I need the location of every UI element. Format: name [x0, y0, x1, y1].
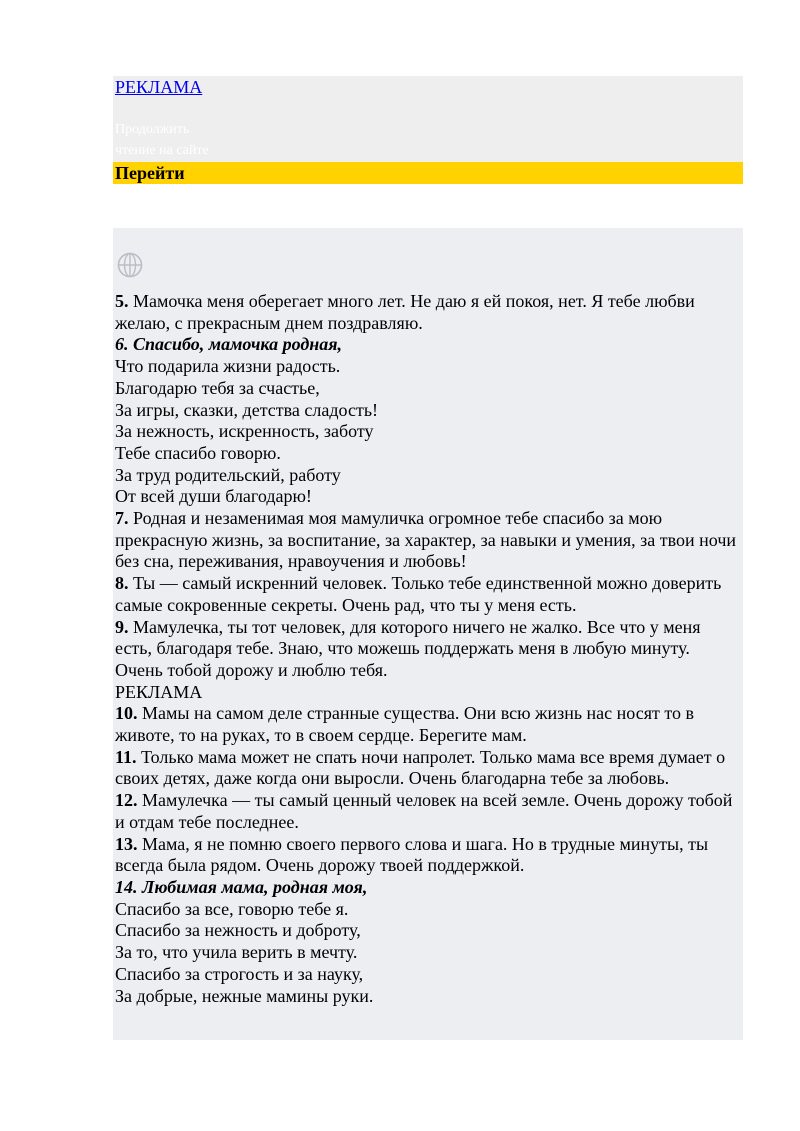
go-button[interactable]: Перейти	[113, 162, 743, 184]
poem-line: Спасибо за все, говорю тебе я.	[115, 898, 349, 919]
poem-line: За добрые, нежные мамины руки.	[115, 985, 374, 1006]
poem-line: От всей души благодарю!	[115, 486, 312, 507]
poem-line: За то, что учила верить в мечту.	[115, 942, 358, 963]
poem-line: Тебе спасибо говорю.	[115, 442, 281, 463]
item-text: Мамочка меня оберегает много лет. Не даю я ей покоя, нет. Я тебе любви желаю, с прекрасным днем поздравляю.	[115, 291, 695, 333]
inline-ad-label: РЕКЛАМА	[115, 681, 203, 702]
item-number: 9.	[115, 616, 129, 637]
item-text: Мамулечка, ты тот человек, для которого ничего не жалко. Все что у меня есть, благодаря тебе. Знаю, что можешь поддержать меня в любую минуту. Очень тобой дорожу и люблю тебя.	[115, 616, 701, 680]
ad-link[interactable]: РЕКЛАМА	[115, 77, 203, 97]
item-number: 10.	[115, 703, 138, 724]
numbered-paragraph	[115, 291, 741, 334]
poem-line: Спасибо за нежность и доброту,	[115, 920, 361, 941]
poem-line: Что подарила жизни радость.	[115, 356, 341, 377]
numbered-paragraph	[115, 573, 741, 616]
item-text: Мама, я не помню своего первого слова и шага. Но в трудные минуты, ты всегда была рядом. Очень дорожу твоей поддержкой.	[115, 833, 709, 876]
ad-block	[113, 76, 743, 184]
numbered-paragraph	[115, 834, 741, 877]
poem-heading	[115, 877, 741, 899]
ad-ghost-text-2: чтение на сайте	[115, 143, 209, 158]
poem-heading	[115, 334, 741, 356]
poem-heading-text: 6. Спасибо, мамочка родная,	[115, 334, 343, 355]
article-content	[113, 228, 743, 1040]
ad-ghost-text-1: Продолжить	[115, 122, 190, 137]
poem-heading-text: 14. Любимая мама, родная моя,	[115, 876, 368, 897]
item-number: 12.	[115, 790, 138, 811]
item-text: Только мама может не спать ночи напролет. Только мама все время думает о своих детях, даже когда они выросли. Очень благодарна тебе за любовь.	[115, 746, 726, 789]
poem-line: За игры, сказки, детства сладость!	[115, 399, 379, 420]
item-number: 7.	[115, 508, 129, 529]
item-text: Мамы на самом деле странные существа. Они всю жизнь нас носят то в животе, то на руках, то в своем сердце. Берегите мам.	[115, 703, 694, 746]
poem-line: За нежность, искренность, заботу	[115, 421, 374, 442]
numbered-paragraph	[115, 747, 741, 790]
item-number: 13.	[115, 833, 138, 854]
numbered-paragraph	[115, 508, 741, 573]
poem-line: Спасибо за строгость и за науку,	[115, 963, 364, 984]
item-text: Ты — самый искренний человек. Только тебе единственной можно доверить самые сокровенные секреты. Очень рад, что ты у меня есть.	[115, 573, 722, 615]
item-text: Родная и незаменимая моя мамуличка огромное тебе спасибо за мою прекрасную жизнь, за воспитание, за характер, за навыки и умения, за твои ночи без сна, переживания, нравоучения и любовь!	[115, 508, 736, 572]
globe-icon	[117, 252, 143, 278]
numbered-paragraph	[115, 617, 741, 682]
item-number: 8.	[115, 573, 129, 594]
poem-line: Благодарю тебя за счастье,	[115, 377, 320, 398]
numbered-paragraph	[115, 790, 741, 833]
poem-line: За труд родительский, работу	[115, 464, 341, 485]
item-text: Мамулечка — ты самый ценный человек на всей земле. Очень дорожу тобой и отдам тебе последнее.	[115, 790, 733, 832]
item-number: 11.	[115, 746, 137, 767]
article-text	[115, 291, 741, 1007]
item-number: 5.	[115, 291, 129, 311]
numbered-paragraph	[115, 703, 741, 746]
